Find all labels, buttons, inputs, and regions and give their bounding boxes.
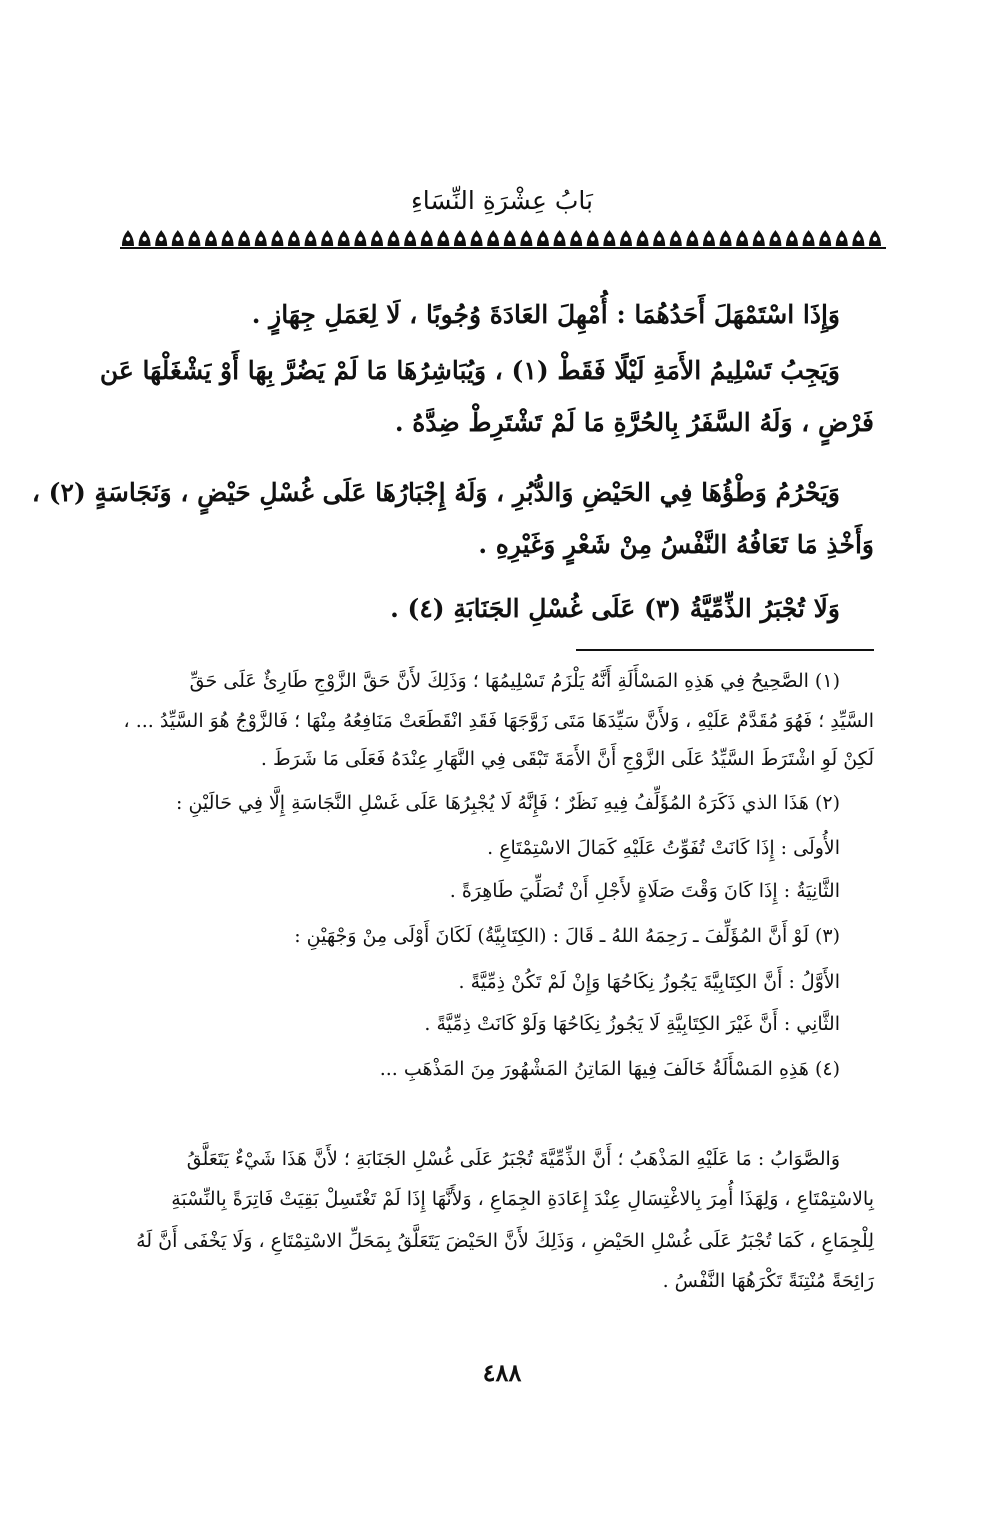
main-line: فَرْضٍ ، وَلَهُ السَّفَرُ بِالحُرَّةِ مَا لَمْ تَشْتَرِطْ ضِدَّهُ .: [394, 408, 874, 437]
main-line: وَإِذَا اسْتَمْهَلَ أَحَدُهُمَا : أُمْهِلَ العَادَةَ وُجُوبًا ، لَا لِعَمَلِ جِهَازٍ .: [251, 300, 840, 329]
main-line: وَيَجِبُ تَسْلِيمُ الأَمَةِ لَيْلًا فَقَطْ (١) ، وَيُبَاشِرُهَا مَا لَمْ يَضُرَّ بِهَا أَوْ يَشْغَلْهَا عَن: [99, 356, 840, 385]
footnote-line: الثَّانِي : أَنَّ غَيْرَ الكِتَابِيَّةِ لَا يَجُوزُ نِكَاحُهَا وَلَوْ كَانَتْ ذِمِّيَّةً .: [424, 1013, 840, 1035]
main-line: وَلَا تُجْبَرُ الذِّمِّيَّةُ (٣) عَلَى غُسْلِ الجَنَابَةِ (٤) .: [390, 594, 840, 623]
footnote-divider: [576, 649, 874, 651]
footnote-line: (٤) هَذِهِ المَسْأَلَةُ خَالَفَ فِيهَا المَاتِنُ المَشْهُورَ مِنَ المَذْهَبِ ...: [379, 1058, 840, 1080]
note-line: وَالصَّوَابُ : مَا عَلَيْهِ المَذْهَبُ ؛ أَنَّ الذِّمِّيَّةَ تُجْبَرُ عَلَى غُسْلِ الجَنَابَةِ ؛ لأَنَّ هَذَا شَيْءٌ يَتَعَلَّقُ: [186, 1148, 840, 1170]
main-line: وَأَخْذِ مَا تَعَافُهُ النَّفْسُ مِنْ شَعْرٍ وَغَيْرِهِ .: [478, 530, 874, 559]
footnote-line: الأُولَى : إِذَا كَانَتْ تُفَوِّتُ عَلَيْهِ كَمَالَ الاسْتِمْتَاعِ .: [487, 837, 840, 859]
footnote-line: لَكِنْ لَوِ اشْتَرَطَ السَّيِّدُ عَلَى الزَّوْجِ أَنَّ الأَمَةَ تَبْقَى فِي النَّهَارِ عِنْدَهُ فَعَلَى مَا شَرَطَ .: [260, 748, 874, 770]
footnote-line: السَّيِّدِ ؛ فَهُوَ مُقَدَّمٌ عَلَيْهِ ، وَلأَنَّ سَيِّدَهَا مَتَى زَوَّجَهَا فَقَدِ انْقَطَعَتْ مَنَافِعُهُ مِنْهَا ؛ فَالزَّوْجُ هُوَ السَّيِّدُ ... ،: [123, 710, 874, 732]
note-line: رَائِحَةً مُنْتِنَةً تَكْرَهُهَا النَّفْسُ .: [662, 1270, 874, 1292]
footnote-line: (٢) هَذَا الذي ذَكَرَهُ المُؤَلِّفُ فِيهِ نَظَرٌ ؛ فَإِنَّهُ لَا يُجْبِرُهَا عَلَى غَسْلِ النَّجَاسَةِ إِلَّا فِي حَالَيْنِ :: [176, 792, 840, 814]
chapter-title: بَابُ عِشْرَةِ النِّسَاءِ: [411, 186, 593, 215]
footnote-line: الأَوَّلُ : أَنَّ الكِتَابِيَّةَ يَجُوزُ نِكَاحُهَا وَإِنْ لَمْ تَكُنْ ذِمِّيَّةً .: [458, 971, 840, 993]
footnote-line: (١) الصَّحِيحُ فِي هَذِهِ المَسْأَلَةِ أَنَّهُ يَلْزَمُ تَسْلِيمُهَا ؛ وَذَلِكَ لأَنَّ حَقَّ الزَّوْجِ طَارِئٌ عَلَى حَقِّ: [189, 670, 840, 692]
main-line: وَيَحْرُمُ وَطْؤُهَا فِي الحَيْضِ وَالدُّبُرِ ، وَلَهُ إِجْبَارُهَا عَلَى غُسْلِ حَيْضٍ ، وَنَجَاسَةٍ (٢) ،: [31, 478, 840, 507]
page-number: ٤٨٨: [482, 1358, 522, 1387]
note-line: لِلْجِمَاعِ ، كَمَا تُجْبَرُ عَلَى غُسْلِ الحَيْضِ ، وَذَلِكَ لأَنَّ الحَيْضَ يَتَعَلَّقُ بِمَحَلِّ الاسْتِمْتَاعِ ، وَلَا يَخْفَى أَنَّ لَهُ: [136, 1230, 874, 1252]
footnote-line: الثَّانِيَةُ : إِذَا كَانَ وَقْتَ صَلَاةٍ لأَجْلِ أَنْ تُصَلِّيَ طَاهِرَةً .: [449, 880, 840, 902]
ornamental-divider: [120, 226, 886, 252]
footnote-line: (٣) لَوْ أَنَّ المُؤَلِّفَ ـ رَحِمَهُ اللهُ ـ قَالَ : (الكِتَابِيَّةُ) لَكَانَ أَوْلَى مِنْ وَجْهَيْنِ :: [294, 925, 840, 947]
note-line: بِالاسْتِمْتَاعِ ، وَلِهَذَا أُمِرَ بِالاغْتِسَالِ عِنْدَ إِعَادَةِ الجِمَاعِ ، وَلأَنَّهَا إِذَا لَمْ تَغْتَسِلْ بَقِيَتْ فَاتِرَةً بِالنِّسْبَةِ: [171, 1188, 874, 1210]
